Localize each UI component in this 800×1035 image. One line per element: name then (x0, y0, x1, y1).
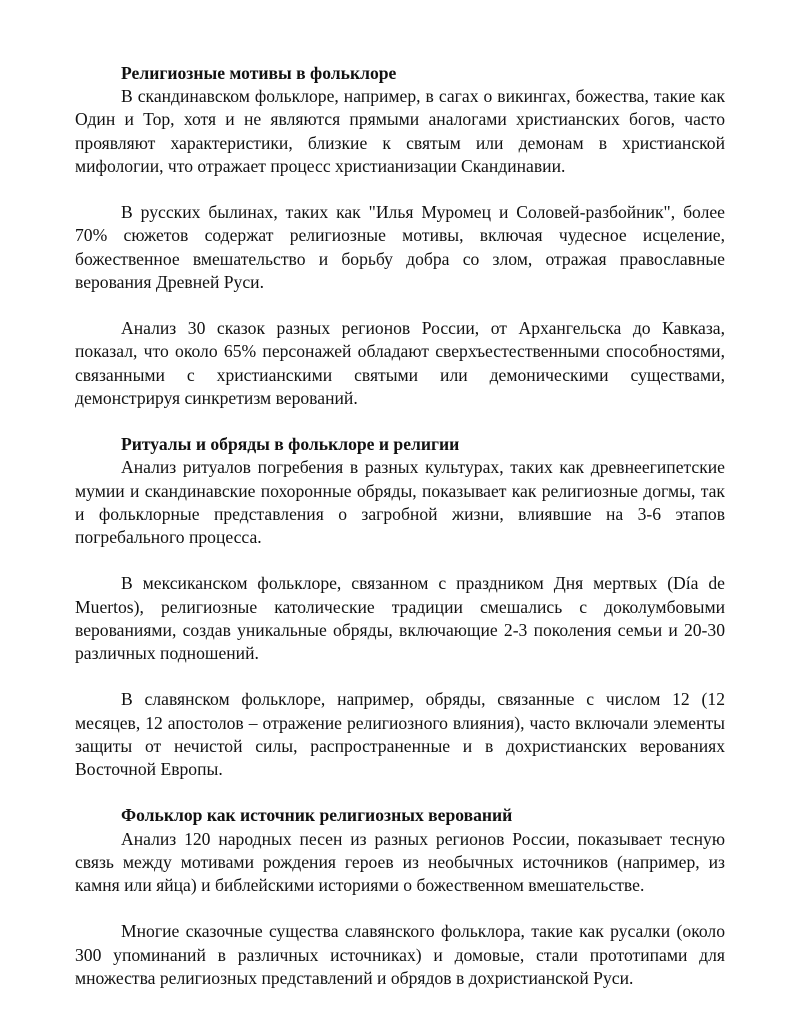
paragraph: Анализ ритуалов погребения в разных культурах, таких как древнеегипетские мумии и скандинавские похоронные обряды, показывает как религиозные догмы, так и фольклорные представления о загробной жизни, влиявшие на 3-6 этапов погребального процесса. (75, 457, 725, 548)
section-heading-folklore-source: Фольклор как источник религиозных верований (121, 805, 513, 826)
paragraph: Анализ 120 народных песен из разных регионов России, показывает тесную связь между мотивами рождения героев из необычных источников (например, из камня или яйца) и библейскими историями о божественном вмешательстве. (75, 828, 725, 896)
paragraph-spacer (75, 178, 725, 201)
paragraph: В скандинавском фольклоре, например, в сагах о викингах, божества, такие как Один и Тор, хотя и не являются прямыми аналогами христианских богов, часто проявляют характеристики, близкие к святым или демонам в христианской мифологии, что отражает процесс христианизации Скандинавии. (75, 86, 725, 176)
paragraph-spacer (75, 294, 725, 317)
paragraph: Многие сказочные существа славянского фольклора, такие как русалки (около 300 упоминаний в различных источниках) и домовые, стали прототипами для множества религиозных представлений и обрядов в дохристианской Руси. (75, 921, 725, 988)
section-heading-rituals: Ритуалы и обряды в фольклоре и религии (121, 434, 460, 455)
paragraph-spacer (75, 781, 725, 804)
paragraph-spacer (75, 410, 725, 433)
paragraph: В мексиканском фольклоре, связанном с праздником Дня мертвых (Día de Muertos), религиозные католические традиции смешались с доколумбовыми верованиями, создав уникальные обряды, включающие 2-3 поколения семьи и 20-30 различных подношений. (75, 573, 725, 664)
section-heading-religious-motifs: Религиозные мотивы в фольклоре (121, 63, 397, 83)
paragraph: В русских былинах, таких как "Илья Муромец и Соловей-разбойник", более 70% сюжетов содержат религиозные мотивы, включая чудесное исцеление, божественное вмешательство и борьбу добра со злом, отражая православные верования Древней Руси. (75, 202, 725, 292)
paragraph-spacer (75, 665, 725, 688)
document-page (75, 62, 725, 990)
paragraph-spacer (75, 549, 725, 572)
paragraph: Анализ 30 сказок разных регионов России, от Архангельска до Кавказа, показал, что около 65% персонажей обладают сверхъестественными способностями, связанными с христианскими святыми или демоническими существами, демонстрируя синкретизм верований. (75, 318, 725, 408)
paragraph-spacer (75, 897, 725, 920)
paragraph: В славянском фольклоре, например, обряды, связанные с числом 12 (12 месяцев, 12 апостолов – отражение религиозного влияния), часто включали элементы защиты от нечистой силы, распространенные и в дохристианских верованиях Восточной Европы. (75, 689, 725, 780)
